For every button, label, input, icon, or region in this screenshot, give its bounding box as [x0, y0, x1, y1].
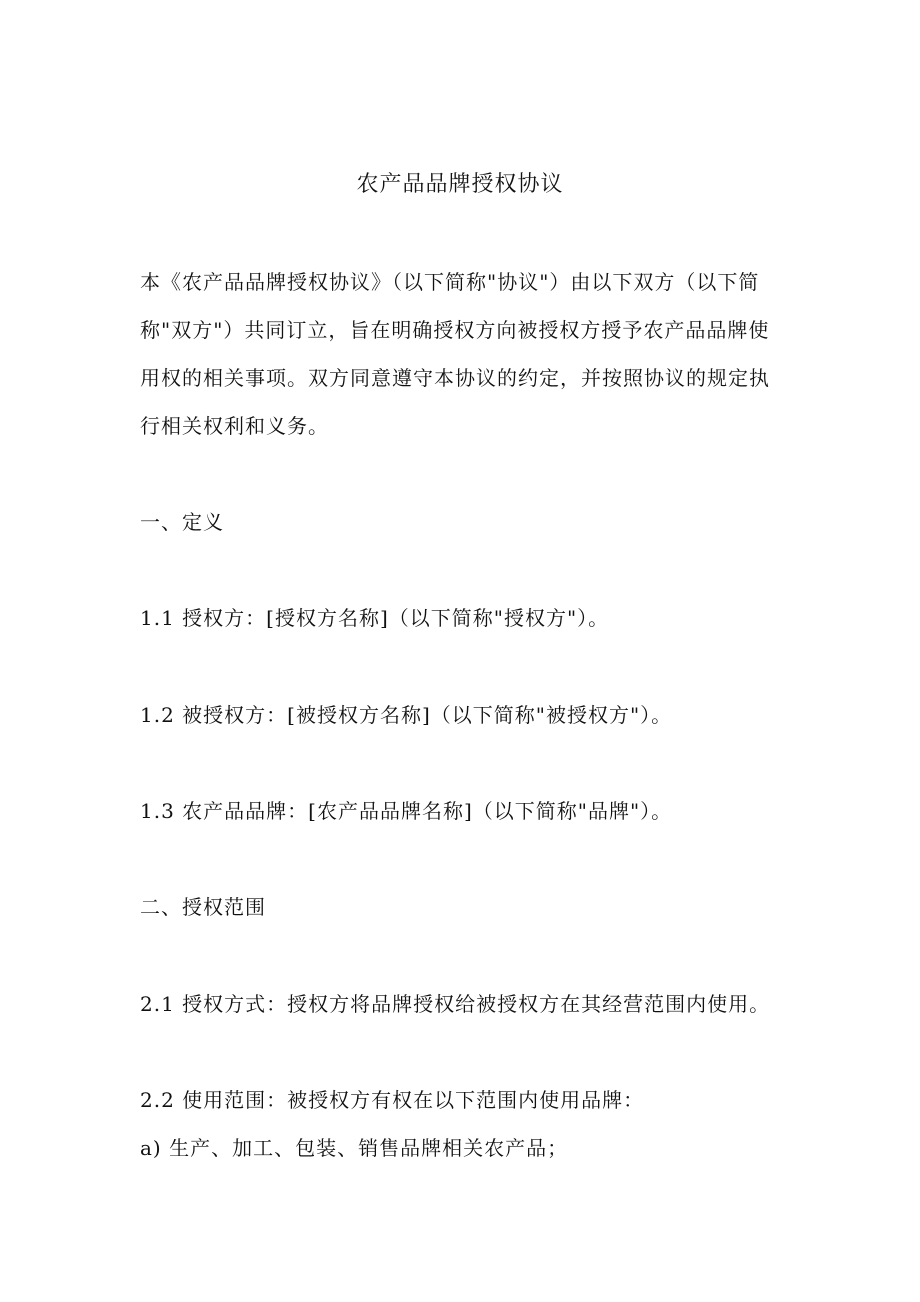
document-title: 农产品品牌授权协议 [356, 172, 564, 197]
intro-line: 称"双方"）共同订立，旨在明确授权方向被授权方授予农产品品牌使 [140, 318, 770, 342]
intro-line: 本《农产品品牌授权协议》（以下简称"协议"）由以下双方（以下简 [140, 270, 760, 294]
clause-1-3: 1.3 农产品品牌：[农产品品牌名称]（以下简称"品牌"）。 [140, 799, 673, 823]
intro-line: 用权的相关事项。双方同意遵守本协议的约定，并按照协议的规定执 [140, 366, 770, 390]
clause-1-2: 1.2 被授权方：[被授权方名称]（以下简称"被授权方"）。 [140, 703, 673, 727]
section-2-heading: 二、授权范围 [140, 895, 266, 919]
clause-2-1: 2.1 授权方式：授权方将品牌授权给被授权方在其经营范围内使用。 [140, 992, 771, 1016]
intro-paragraph [140, 258, 785, 450]
section-1-heading: 一、定义 [140, 510, 224, 534]
intro-line: 行相关权利和义务。 [140, 414, 329, 438]
clause-1-1: 1.1 授权方：[授权方名称]（以下简称"授权方"）。 [140, 606, 610, 630]
clause-2-2-a: a) 生产、加工、包装、销售品牌相关农产品； [140, 1136, 569, 1160]
clause-2-2: 2.2 使用范围：被授权方有权在以下范围内使用品牌： [140, 1088, 645, 1112]
